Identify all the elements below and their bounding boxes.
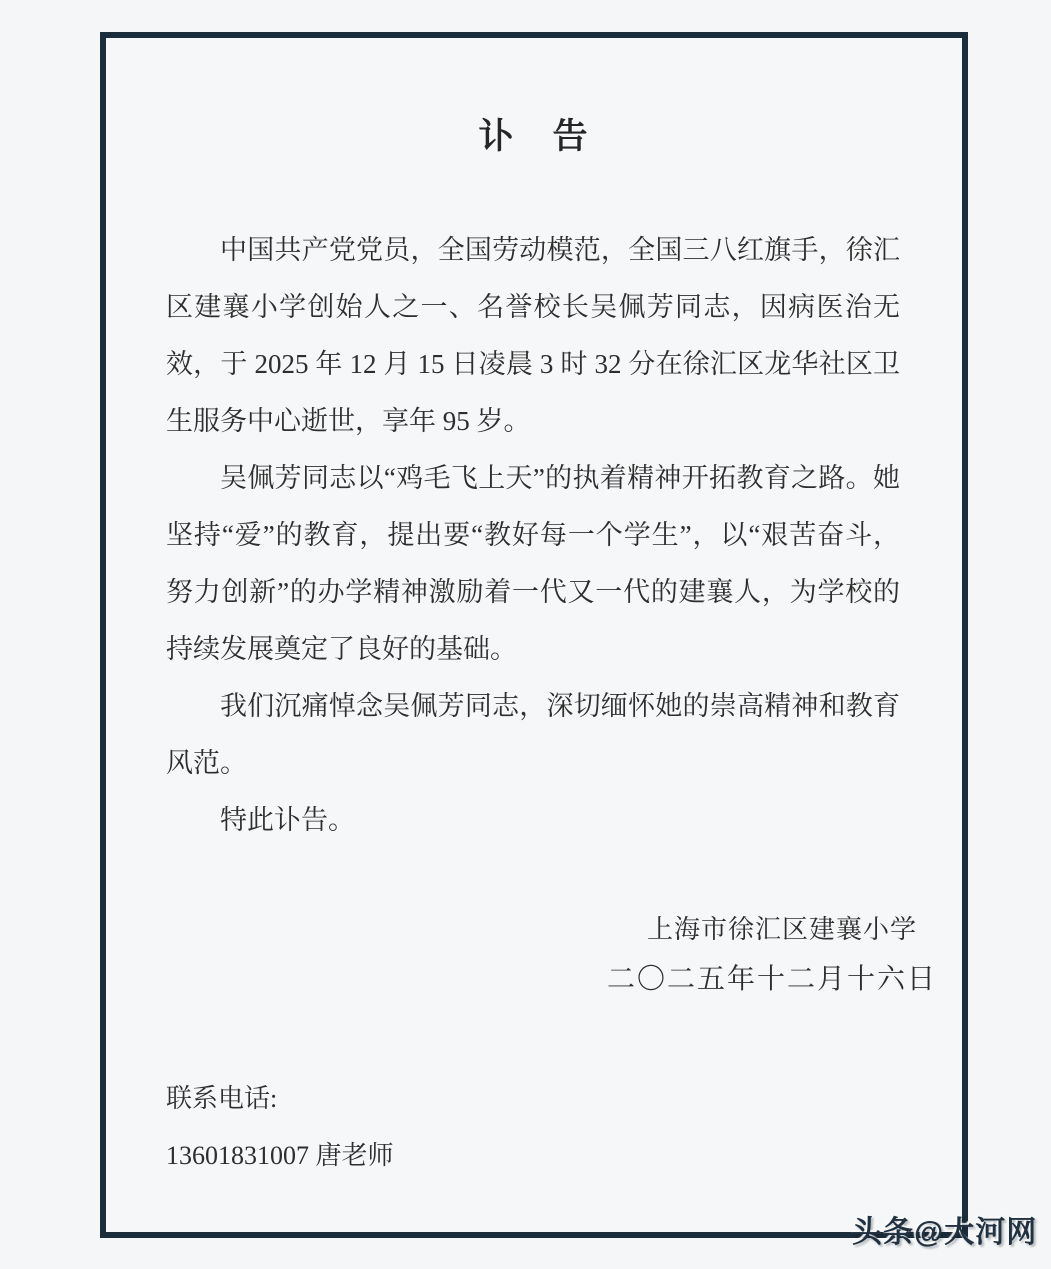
contact-label: 联系电话: xyxy=(166,1084,278,1113)
signature-organization: 上海市徐汇区建襄小学 xyxy=(646,915,917,944)
notice-body xyxy=(166,222,900,849)
contact-phone: 13601831007 唐老师 xyxy=(166,1141,394,1170)
notice-paragraph-1: 中国共产党党员，全国劳动模范，全国三八红旗手，徐汇区建襄小学创始人之一、名誉校长吴佩芳同志，因病医治无效，于 2025 年 12 月 15 日凌晨 3 时 32 分在徐汇区龙华社区卫生服务中心逝世，享年 95 岁。 xyxy=(166,235,900,436)
watermark-toutiao-dahewang: 头条@大河网 xyxy=(852,1216,1038,1249)
signature-block xyxy=(106,905,962,1005)
contact-block xyxy=(166,1070,900,1184)
notice-border-frame xyxy=(100,32,968,1238)
signature-date: 二〇二五年十二月十六日 xyxy=(606,964,937,995)
notice-paragraph-3: 我们沉痛悼念吴佩芳同志，深切缅怀她的崇高精神和教育风范。 xyxy=(166,691,900,778)
notice-paragraph-closing: 特此讣告。 xyxy=(220,805,355,835)
notice-paragraph-2: 吴佩芳同志以“鸡毛飞上天”的执着精神开拓教育之路。她坚持“爱”的教育，提出要“教好每一个学生”，以“艰苦奋斗，努力创新”的办学精神激励着一代又一代的建襄人，为学校的持续发展奠定了良好的基础。 xyxy=(166,463,900,664)
notice-title: 讣 告 xyxy=(478,117,590,156)
